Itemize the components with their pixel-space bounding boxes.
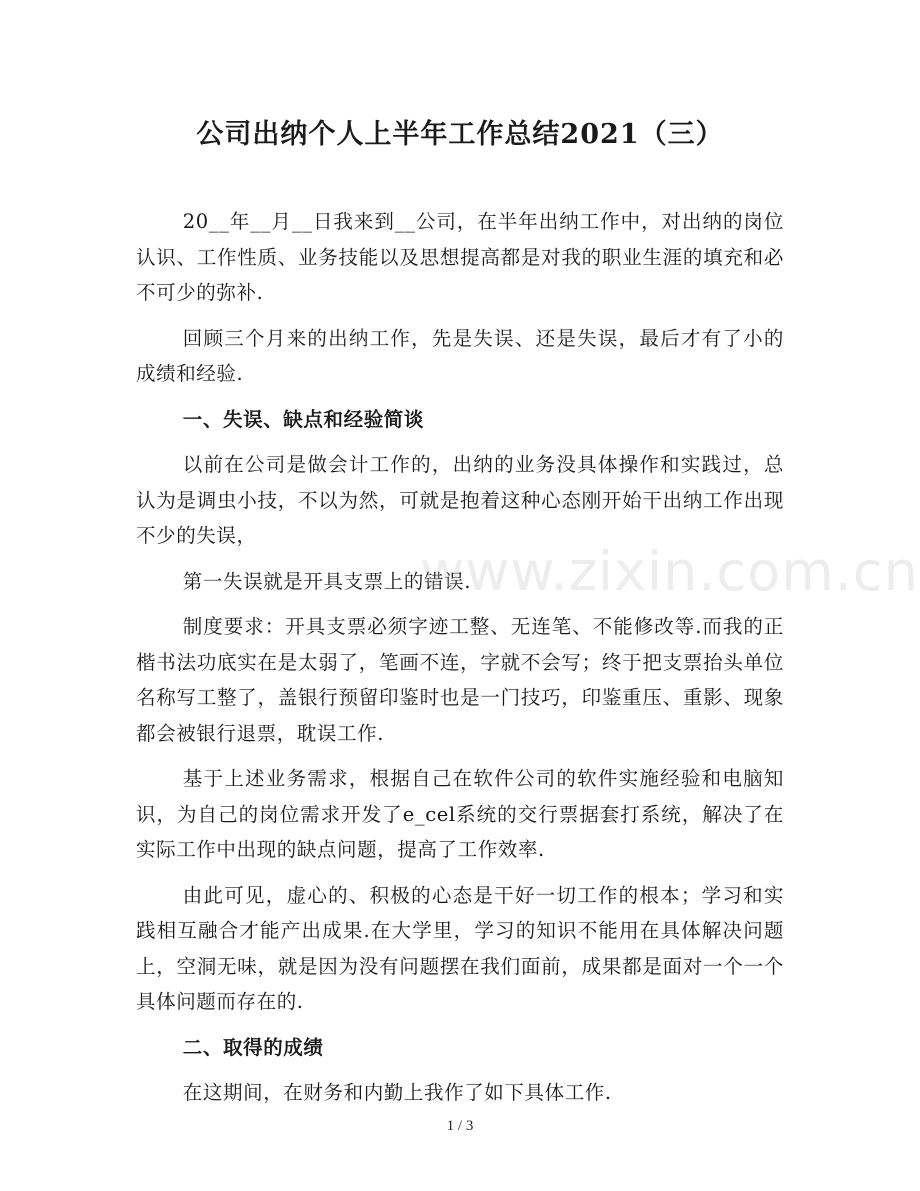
paragraph-previous-work: 以前在公司是做会计工作的，出纳的业务没具体操作和实践过，总认为是调虫小技，不以为然，可就是抱着这种心态刚开始干出纳工作出现不少的失误，	[136, 453, 784, 547]
document-title: 公司出纳个人上半年工作总结2021（三）	[196, 119, 724, 150]
paragraph-conclusion: 由此可见，虚心的、积极的心态是干好一切工作的根本；学习和实践相互融合才能产出成果.在大学里，学习的知识不能用在具体解决问题上，空洞无味，就是因为没有问题摆在我们面前，成果都是面对一个一个具体问题而存在的.	[136, 883, 784, 1013]
paragraph-first-mistake: 第一失误就是开具支票上的错误.	[182, 569, 471, 593]
paragraph-work-items: 在这期间，在财务和内勤上我作了如下具体工作.	[182, 1081, 612, 1104]
paragraph-review: 回顾三个月来的出纳工作，先是失误、还是失误，最后才有了小的成绩和经验.	[136, 326, 784, 385]
page-indicator: 1 / 3	[446, 1118, 474, 1134]
paragraph-solution: 基于上述业务需求，根据自己在软件公司的软件实施经验和电脑知识，为自己的岗位需求开发了e_cel系统的交行票据套打系统，解决了在实际工作中出现的缺点问题，提高了工作效率.	[136, 767, 784, 861]
section-heading-achievements: 二、取得的成绩	[182, 1035, 324, 1059]
paragraph-requirements: 制度要求：开具支票必须字迹工整、无连笔、不能修改等.而我的正楷书法功底实在是太弱了，笔画不连，字就不会写；终于把支票抬头单位名称写工整了，盖银行预留印鉴时也是一门技巧，印鉴重压、重影、现象都会被银行退票，耽误工作.	[136, 615, 784, 745]
document-body	[136, 204, 784, 1121]
watermark: www.zixin.com.cn	[420, 540, 919, 603]
paragraph-intro: 20__年__月__日我来到__公司，在半年出纳工作中，对出纳的岗位认识、工作性质、业务技能以及思想提高都是对我的职业生涯的填充和必不可少的弥补.	[136, 210, 784, 304]
section-heading-mistakes: 一、失误、缺点和经验简谈	[182, 407, 424, 431]
